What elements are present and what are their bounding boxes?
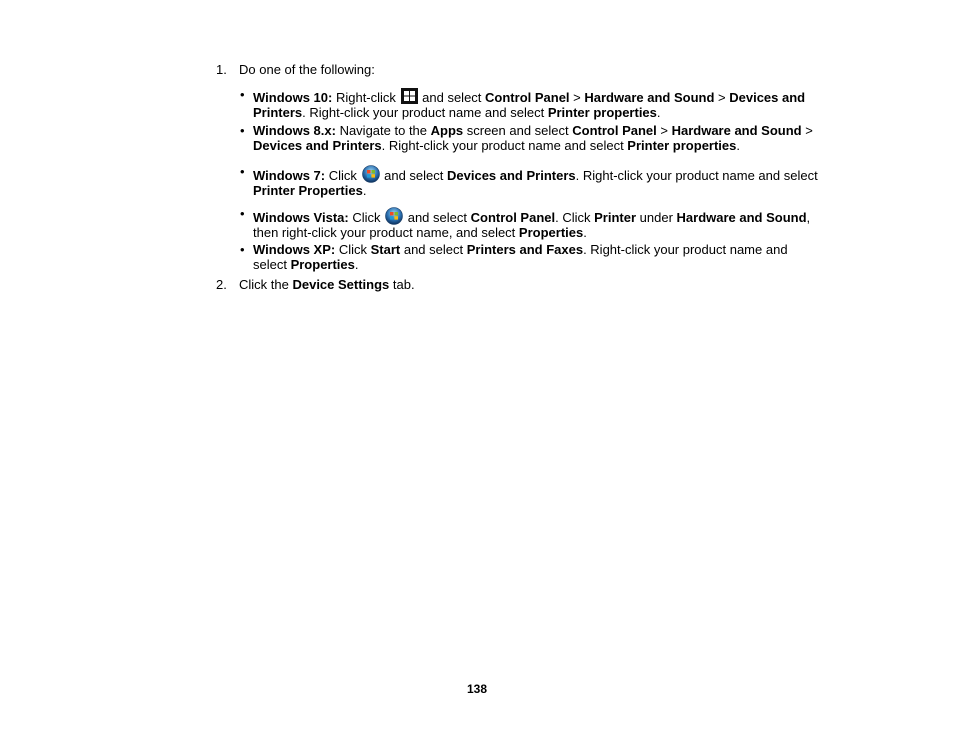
bullet-symbol: • [240, 123, 245, 138]
bullet-text: Windows Vista: Click and select Control Panel. Click Printer under Hardware and Sound, then right-click your product name, and select Properties. [253, 207, 825, 240]
bullet-symbol: • [240, 242, 245, 257]
step-text: Click the Device Settings tab. [239, 277, 415, 292]
bullet-symbol: • [240, 87, 245, 102]
step-text: Do one of the following: [239, 62, 375, 77]
os-label: Windows 8.x: [253, 123, 336, 138]
bullet-text: Windows 8.x: Navigate to the Apps screen and select Control Panel > Hardware and Sound > Devices and Printers. Right-click your product name and select Printer properties. [253, 123, 813, 153]
windows-start-orb-icon [362, 165, 380, 183]
os-label: Windows 7: [253, 168, 326, 183]
os-label: Windows 10: [253, 90, 333, 105]
bullet-text: Windows XP: Click Start and select Printers and Faxes. Right-click your product name and select Properties. [253, 242, 788, 272]
page-number: 138 [466, 682, 488, 696]
step-number: 1. [216, 62, 227, 77]
windows-start-orb-icon [385, 207, 403, 225]
bullet-text: Windows 7: Click and select Devices and Printers. Right-click your product name and select Printer Properties. [253, 165, 825, 198]
windows-10-start-icon [401, 88, 418, 104]
bullet-text: Windows 10: Right-click and select Control Panel > Hardware and Sound > Devices and Printers. Right-click your product name and select Printer properties. [253, 90, 806, 120]
bullet-symbol: • [240, 164, 245, 179]
os-label: Windows XP: [253, 242, 336, 257]
bullet-symbol: • [240, 206, 245, 221]
step-number: 2. [216, 277, 227, 292]
os-label: Windows Vista: [253, 210, 349, 225]
